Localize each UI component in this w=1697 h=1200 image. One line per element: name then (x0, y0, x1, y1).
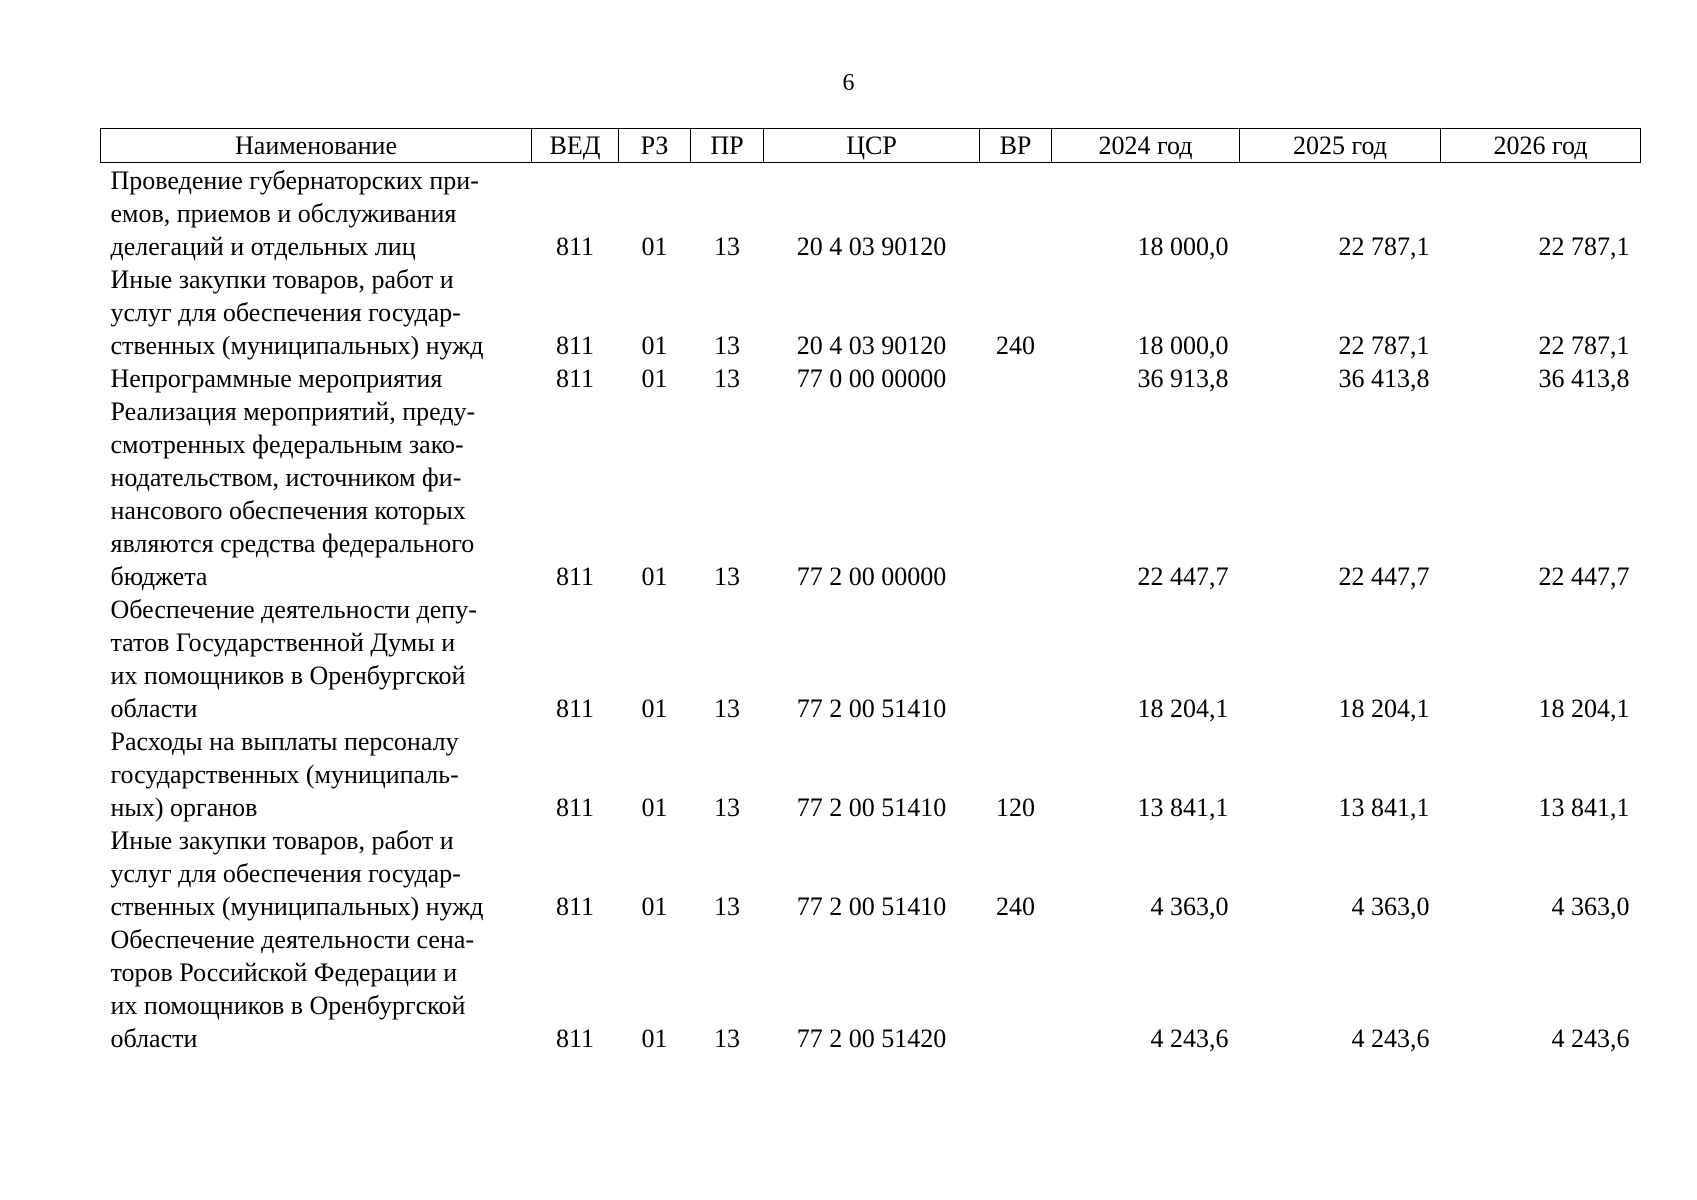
row-name-line: их помощников в Оренбургской (110, 661, 466, 690)
table-row (101, 362, 1641, 395)
row-value-2024: 13 841,1 (1137, 793, 1229, 822)
row-value-2024: 18 000,0 (1137, 232, 1229, 261)
row-csr: 77 2 00 51420 (796, 1024, 947, 1053)
row-value-2025: 22 787,1 (1338, 331, 1430, 360)
row-pr: 13 (714, 694, 740, 723)
row-name-line: Непрограммные мероприятия (110, 364, 443, 393)
row-name (101, 395, 532, 593)
row-ved: 811 (555, 892, 595, 921)
row-value-2024: 4 243,6 (1150, 1024, 1229, 1053)
header-csr: ЦСР (764, 129, 980, 163)
row-csr: 77 2 00 51410 (796, 694, 947, 723)
row-value-2024: 18 204,1 (1137, 694, 1229, 723)
header-2025: 2025 год (1240, 129, 1441, 163)
row-rz: 01 (641, 331, 668, 360)
row-rz: 01 (641, 793, 668, 822)
row-name-line: государственных (муниципаль- (110, 760, 459, 789)
row-pr: 13 (714, 892, 740, 921)
table-row (101, 263, 1641, 362)
row-value-2024: 22 447,7 (1137, 562, 1229, 591)
budget-table-container (100, 128, 1640, 1055)
header-rz: РЗ (619, 129, 691, 163)
row-csr: 77 0 00 00000 (796, 364, 947, 393)
row-name (101, 725, 532, 824)
row-name-line: ственных (муниципальных) нужд (110, 331, 484, 360)
row-csr: 20 4 03 90120 (796, 232, 947, 261)
row-csr: 20 4 03 90120 (796, 331, 947, 360)
header-pr: ПР (691, 129, 764, 163)
row-name-line: являются средства федерального (110, 529, 475, 558)
row-value-2026: 18 204,1 (1538, 694, 1630, 723)
row-rz: 01 (641, 364, 668, 393)
row-value-2026: 4 363,0 (1551, 892, 1630, 921)
row-name (101, 593, 532, 725)
row-ved: 811 (555, 694, 595, 723)
row-csr: 77 2 00 51410 (796, 892, 947, 921)
row-vr: 240 (996, 331, 1035, 360)
row-value-2026: 22 787,1 (1538, 331, 1630, 360)
row-value-2026: 22 787,1 (1538, 232, 1630, 261)
row-value-2025: 22 447,7 (1338, 562, 1430, 591)
table-row (101, 725, 1641, 824)
row-value-2025: 36 413,8 (1338, 364, 1430, 393)
row-vr (980, 362, 1052, 395)
row-value-2025: 4 363,0 (1351, 892, 1430, 921)
row-name-line: Проведение губернаторских при- (110, 166, 479, 195)
table-row (101, 163, 1641, 264)
row-value-2026: 4 243,6 (1551, 1024, 1630, 1053)
table-row (101, 593, 1641, 725)
row-pr: 13 (714, 364, 740, 393)
row-csr: 77 2 00 51410 (796, 793, 947, 822)
row-ved: 811 (555, 793, 595, 822)
header-vr: ВР (980, 129, 1052, 163)
row-ved: 811 (555, 232, 595, 261)
row-value-2024: 4 363,0 (1150, 892, 1229, 921)
row-name-line: услуг для обеспечения государ- (110, 298, 461, 327)
budget-table (100, 128, 1641, 1055)
row-ved: 811 (555, 1024, 595, 1053)
row-pr: 13 (714, 562, 740, 591)
row-ved: 811 (555, 562, 595, 591)
row-name (101, 824, 532, 923)
row-name-line: Иные закупки товаров, работ и (110, 265, 454, 294)
row-name-line: смотренных федеральным зако- (110, 430, 464, 459)
row-name-line: емов, приемов и обслуживания (110, 199, 457, 228)
row-vr (980, 923, 1052, 1055)
row-name-line: нодательством, источником фи- (110, 463, 462, 492)
row-pr: 13 (714, 232, 740, 261)
row-name-line: ных) органов (110, 793, 258, 822)
row-value-2024: 18 000,0 (1137, 331, 1229, 360)
row-vr (980, 593, 1052, 725)
row-ved: 811 (555, 331, 595, 360)
header-2026: 2026 год (1441, 129, 1641, 163)
row-name-line: Обеспечение деятельности депу- (110, 595, 477, 624)
row-name-line: Обеспечение деятельности сена- (110, 925, 475, 954)
row-value-2025: 18 204,1 (1338, 694, 1430, 723)
table-row (101, 395, 1641, 593)
row-name-line: их помощников в Оренбургской (110, 991, 466, 1020)
row-name (101, 163, 532, 264)
row-vr: 240 (996, 892, 1035, 921)
header-name: Наименование (101, 129, 532, 163)
row-name-line: татов Государственной Думы и (110, 628, 456, 657)
row-rz: 01 (641, 562, 668, 591)
row-value-2026: 13 841,1 (1538, 793, 1630, 822)
row-name-line: торов Российской Федерации и (110, 958, 458, 987)
page-number: 6 (842, 70, 855, 96)
row-pr: 13 (714, 331, 740, 360)
row-name-line: области (110, 694, 198, 723)
row-pr: 13 (714, 793, 740, 822)
row-value-2026: 36 413,8 (1538, 364, 1630, 393)
row-value-2025: 4 243,6 (1351, 1024, 1430, 1053)
row-value-2025: 22 787,1 (1338, 232, 1430, 261)
row-name-line: делегаций и отдельных лиц (110, 232, 416, 261)
table-header-row (101, 129, 1641, 163)
row-name (101, 263, 532, 362)
row-name-line: услуг для обеспечения государ- (110, 859, 461, 888)
row-csr: 77 2 00 00000 (796, 562, 947, 591)
row-name-line: ственных (муниципальных) нужд (110, 892, 484, 921)
row-name-line: Иные закупки товаров, работ и (110, 826, 454, 855)
row-value-2025: 13 841,1 (1338, 793, 1430, 822)
row-value-2026: 22 447,7 (1538, 562, 1630, 591)
table-row (101, 923, 1641, 1055)
table-body (101, 163, 1641, 1056)
row-ved: 811 (555, 364, 595, 393)
row-name-line: области (110, 1024, 198, 1053)
row-name-line: Реализация мероприятий, преду- (110, 397, 476, 426)
header-ved: ВЕД (532, 129, 619, 163)
row-name-line: Расходы на выплаты персоналу (110, 727, 459, 756)
row-rz: 01 (641, 694, 668, 723)
row-vr (980, 395, 1052, 593)
table-row (101, 824, 1641, 923)
row-name-line: нансового обеспечения которых (110, 496, 466, 525)
row-rz: 01 (641, 232, 668, 261)
row-pr: 13 (714, 1024, 740, 1053)
row-name-line: бюджета (110, 562, 208, 591)
row-name (101, 923, 532, 1055)
row-vr: 120 (996, 793, 1035, 822)
row-name (101, 362, 532, 395)
row-vr (980, 163, 1052, 264)
row-rz: 01 (641, 1024, 668, 1053)
header-2024: 2024 год (1052, 129, 1240, 163)
row-rz: 01 (641, 892, 668, 921)
row-value-2024: 36 913,8 (1137, 364, 1229, 393)
